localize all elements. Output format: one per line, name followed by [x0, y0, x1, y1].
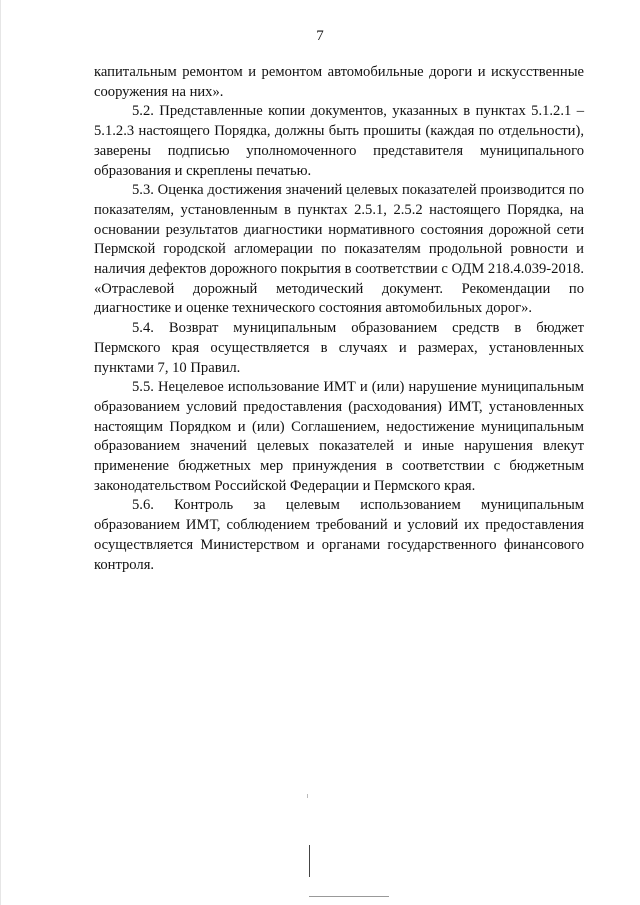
paragraph-5-4: 5.4. Возврат муниципальным образованием средств в бюджет Пермского края осуществляется в случаях и размерах, установленных пунктами 7, 10 Правил.: [94, 320, 584, 376]
scan-artifact-dot: [307, 794, 308, 798]
paragraph-continuation: капитальным ремонтом и ремонтом автомобильные дороги и искусственные сооружения на них».: [94, 64, 584, 100]
scan-artifact-line: [309, 896, 389, 897]
paragraph-5-3: 5.3. Оценка достижения значений целевых показателей производится по показателям, установленным в пунктах 2.5.1, 2.5.2 настоящего Порядка, на основании результатов диагностики нормативного состояния дорожной сети Пермской городской агломерации по показателям продольной ровности и наличия дефектов дорожного покрытия в соответствии с ОДМ 218.4.039-2018. «Отраслевой дорожный методический документ. Рекомендации по диагностике и оценке технического состояния автомобильных дорог».: [94, 182, 584, 317]
paragraph-5-6: 5.6. Контроль за целевым использованием муниципальным образованием ИМТ, соблюдением требований и условий их предоставления осуществляется Министерством и органами государственного финансового контроля.: [94, 497, 584, 573]
paragraph-5-2: 5.2. Представленные копии документов, указанных в пунктах 5.1.2.1 – 5.1.2.3 настоящего Порядка, должны быть прошиты (каждая по отдельности), заверены подписью уполномоченного представителя муниципального образования и скреплены печатью.: [94, 103, 584, 179]
page-number: 7: [316, 28, 324, 44]
document-body: [94, 63, 584, 575]
scan-artifact-tick: [309, 845, 310, 877]
page-edge-mark: [0, 0, 1, 905]
paragraph-5-5: 5.5. Нецелевое использование ИМТ и (или) нарушение муниципальным образованием условий предоставления (расходования) ИМТ, установленных настоящим Порядком и (или) Соглашением, недостижение муниципальным образованием значений целевых показателей и иные нарушения влекут применение бюджетных мер принуждения в соответствии с бюджетным законодательством Российской Федерации и Пермского края.: [94, 379, 584, 494]
